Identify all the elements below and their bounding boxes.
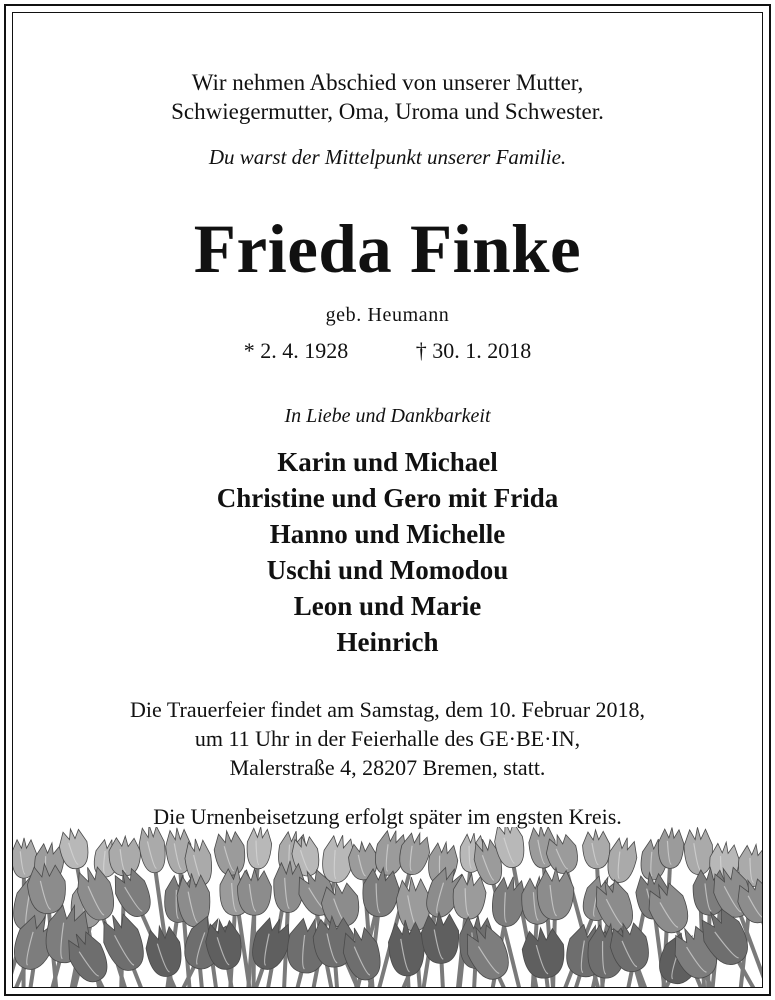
birth-name: geb. Heumann: [325, 304, 450, 326]
burial-note: Die Urnenbeisetzung erfolgt später im engsten Kreis.: [153, 804, 622, 829]
mourner-name: Heinrich: [336, 627, 439, 657]
tulip-field-icon: [13, 827, 763, 987]
birth-date: * 2. 4. 1928: [243, 338, 349, 363]
ceremony-details: [13, 695, 762, 782]
ceremony-line-2: um 11 Uhr in der Feierhalle des GE·BE·IN,: [194, 726, 581, 751]
mourner-name: Leon und Marie: [293, 591, 482, 621]
intro-line-1: Wir nehmen Abschied von unserer Mutter,: [191, 70, 584, 95]
ceremony-line-3: Malerstraße 4, 28207 Bremen, statt.: [229, 755, 546, 780]
intro-line-2: Schwiegermutter, Oma, Uroma und Schwester.: [171, 99, 604, 124]
life-dates: [13, 338, 762, 364]
mourner-name: Uschi und Momodou: [266, 555, 509, 585]
death-date: † 30. 1. 2018: [415, 338, 532, 363]
obituary-inner-border: [12, 12, 763, 988]
mourners-list: [13, 444, 762, 660]
mourner-name: Christine und Gero mit Frida: [216, 483, 559, 513]
deceased-name: Frieda Finke: [193, 211, 582, 287]
obituary-frame: [4, 4, 771, 996]
ceremony-line-1: Die Trauerfeier findet am Samstag, dem 10. Februar 2018,: [129, 697, 646, 722]
intro-text: [13, 68, 762, 126]
mourners-intro: In Liebe und Dankbarkeit: [284, 405, 491, 427]
mourner-name: Karin und Michael: [277, 447, 498, 477]
motto: Du warst der Mittelpunkt unserer Familie.: [208, 145, 567, 169]
mourner-name: Hanno und Michelle: [269, 519, 506, 549]
